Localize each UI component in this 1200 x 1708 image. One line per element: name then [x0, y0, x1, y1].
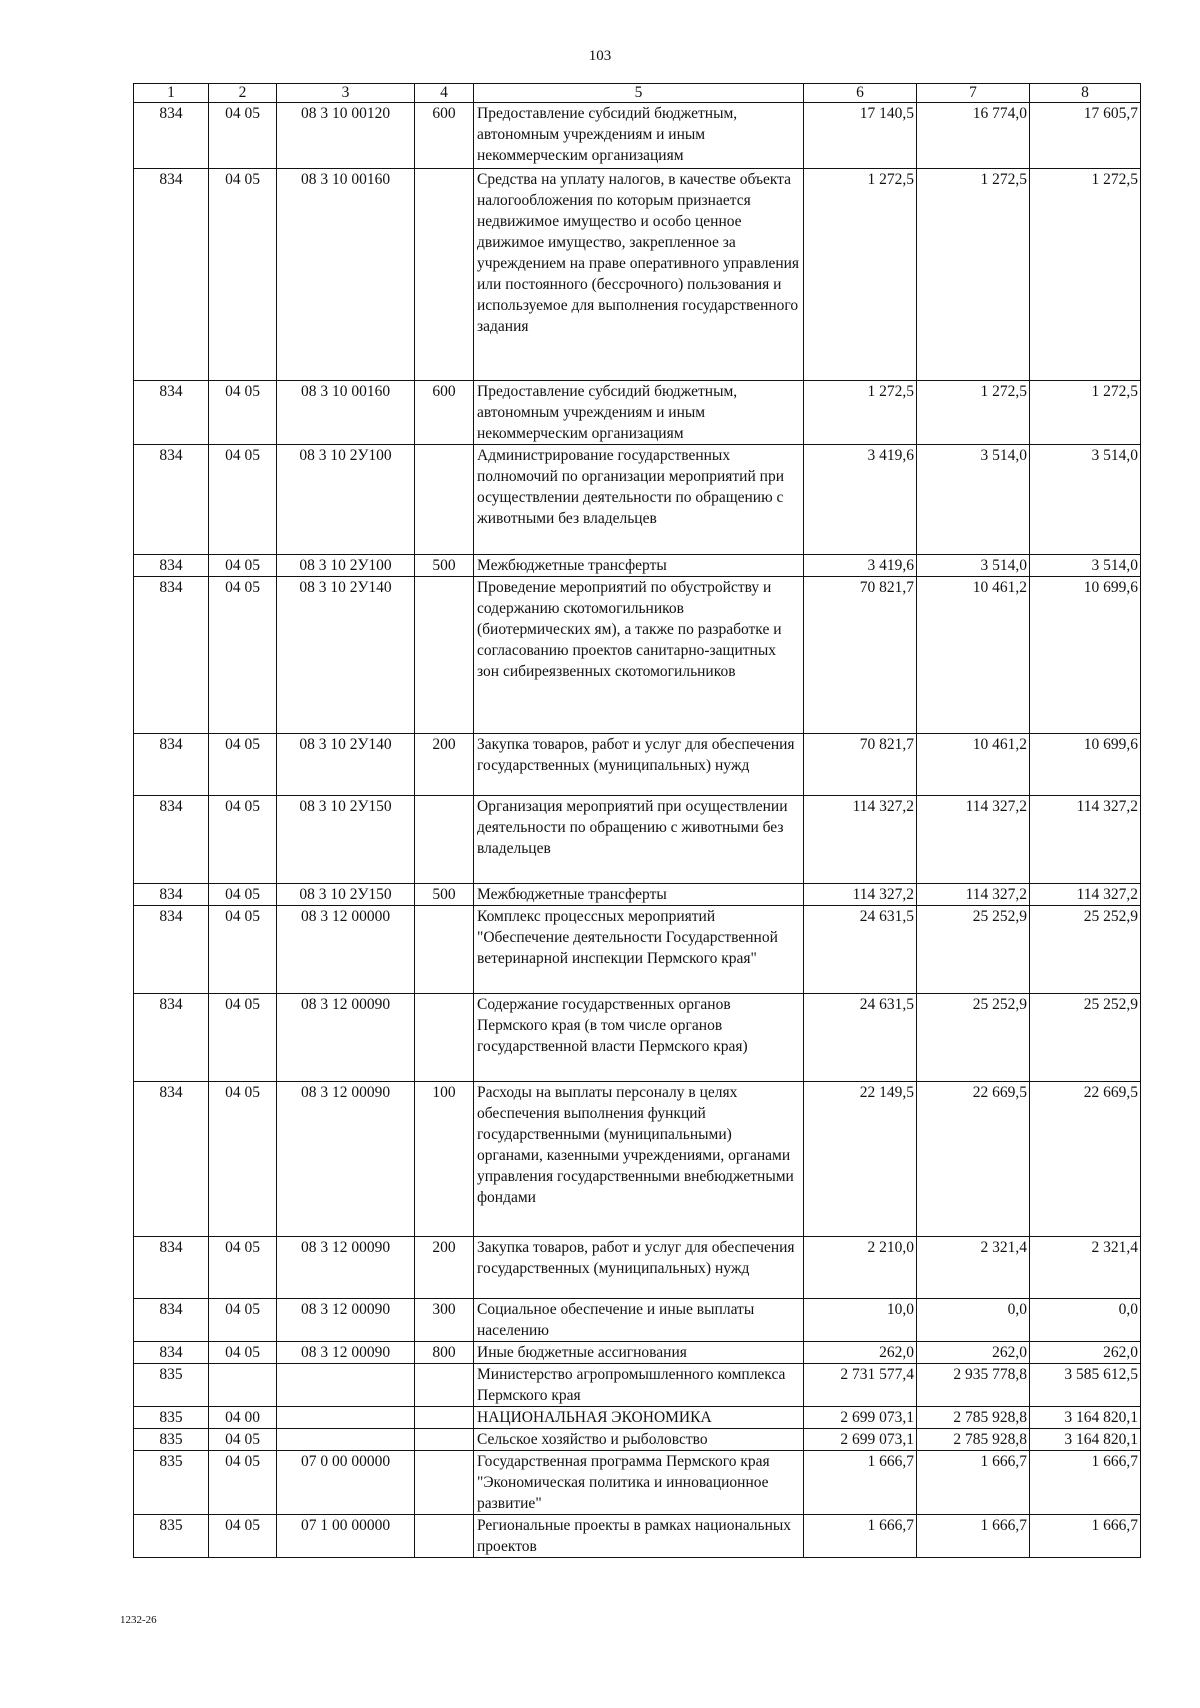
col-5-cell: Организация мероприятий при осуществлении деятельности по обращению с животными без владельцев	[474, 796, 804, 884]
col-4-cell	[415, 1429, 474, 1451]
col-7-cell: 10 461,2	[917, 734, 1030, 796]
col-2-cell: 04 05	[209, 169, 277, 381]
col-4-cell: 300	[415, 1299, 474, 1342]
col-8-cell: 1 272,5	[1030, 381, 1141, 445]
col-2-cell: 04 05	[209, 1451, 277, 1515]
table-row	[134, 906, 1141, 994]
col-3-cell: 08 3 10 2У150	[277, 796, 415, 884]
table-row	[134, 1407, 1141, 1429]
col-1-cell: 835	[134, 1451, 209, 1515]
col-6-cell: 2 210,0	[804, 1237, 917, 1299]
col-1-cell: 834	[134, 1082, 209, 1237]
col-5-cell: Проведение мероприятий по обустройству и содержанию скотомогильников (биотермических ям), а также по разработке и согласованию проектов санитарно-защитных зон сибиреязвенных скотомогильников	[474, 577, 804, 734]
table-row	[134, 1364, 1141, 1407]
budget-table	[133, 83, 1141, 1558]
col-5-cell: Сельское хозяйство и рыболовство	[474, 1429, 804, 1451]
col-1-cell: 834	[134, 445, 209, 555]
col-4-cell	[415, 169, 474, 381]
col-6-cell: 1 666,7	[804, 1451, 917, 1515]
table-row	[134, 169, 1141, 381]
col-1-cell: 834	[134, 103, 209, 169]
col-4-cell: 600	[415, 381, 474, 445]
col-3-cell: 08 3 10 2У100	[277, 555, 415, 577]
col-2-cell: 04 05	[209, 555, 277, 577]
table-row	[134, 577, 1141, 734]
table-row	[134, 1451, 1141, 1515]
col-5-cell: Предоставление субсидий бюджетным, автономным учреждениям и иным некоммерческим организациям	[474, 103, 804, 169]
header-cell: 3	[277, 84, 415, 103]
col-4-cell	[415, 1515, 474, 1558]
col-6-cell: 3 419,6	[804, 555, 917, 577]
col-8-cell: 0,0	[1030, 1299, 1141, 1342]
header-row	[134, 84, 1141, 103]
col-5-cell: Региональные проекты в рамках национальных проектов	[474, 1515, 804, 1558]
footer-code: 1232-26	[120, 1614, 157, 1626]
col-2-cell: 04 05	[209, 445, 277, 555]
col-5-cell: Комплекс процессных мероприятий "Обеспечение деятельности Государственной ветеринарной инспекции Пермского края"	[474, 906, 804, 994]
col-8-cell: 2 321,4	[1030, 1237, 1141, 1299]
col-5-cell: Социальное обеспечение и иные выплаты населению	[474, 1299, 804, 1342]
table-row	[134, 1515, 1141, 1558]
col-1-cell: 834	[134, 381, 209, 445]
col-5-cell: НАЦИОНАЛЬНАЯ ЭКОНОМИКА	[474, 1407, 804, 1429]
col-1-cell: 835	[134, 1429, 209, 1451]
col-7-cell: 2 321,4	[917, 1237, 1030, 1299]
table-row	[134, 1342, 1141, 1364]
col-2-cell: 04 05	[209, 1515, 277, 1558]
col-7-cell: 3 514,0	[917, 445, 1030, 555]
col-2-cell: 04 00	[209, 1407, 277, 1429]
col-4-cell	[415, 1364, 474, 1407]
col-3-cell: 07 1 00 00000	[277, 1515, 415, 1558]
col-6-cell: 114 327,2	[804, 884, 917, 906]
col-3-cell	[277, 1364, 415, 1407]
col-2-cell: 04 05	[209, 1082, 277, 1237]
col-7-cell: 1 272,5	[917, 169, 1030, 381]
header-cell: 5	[474, 84, 804, 103]
col-6-cell: 70 821,7	[804, 734, 917, 796]
col-8-cell: 3 164 820,1	[1030, 1429, 1141, 1451]
col-1-cell: 835	[134, 1515, 209, 1558]
col-4-cell: 600	[415, 103, 474, 169]
col-5-cell: Предоставление субсидий бюджетным, автономным учреждениям и иным некоммерческим организациям	[474, 381, 804, 445]
col-3-cell: 08 3 10 2У140	[277, 577, 415, 734]
col-8-cell: 1 666,7	[1030, 1515, 1141, 1558]
col-5-cell: Расходы на выплаты персоналу в целях обеспечения выполнения функций государственными (муниципальными) органами, казенными учреждениями, органами управления государственными внебюджетными фондами	[474, 1082, 804, 1237]
table-row	[134, 1299, 1141, 1342]
header-cell: 1	[134, 84, 209, 103]
col-7-cell: 0,0	[917, 1299, 1030, 1342]
col-8-cell: 3 514,0	[1030, 445, 1141, 555]
col-8-cell: 25 252,9	[1030, 906, 1141, 994]
col-2-cell	[209, 1364, 277, 1407]
col-1-cell: 834	[134, 884, 209, 906]
col-4-cell	[415, 577, 474, 734]
col-8-cell: 17 605,7	[1030, 103, 1141, 169]
col-7-cell: 16 774,0	[917, 103, 1030, 169]
col-7-cell: 114 327,2	[917, 884, 1030, 906]
col-8-cell: 1 666,7	[1030, 1451, 1141, 1515]
table-row	[134, 796, 1141, 884]
col-3-cell: 08 3 12 00090	[277, 1342, 415, 1364]
col-1-cell: 834	[134, 734, 209, 796]
col-2-cell: 04 05	[209, 906, 277, 994]
col-2-cell: 04 05	[209, 1342, 277, 1364]
col-8-cell: 262,0	[1030, 1342, 1141, 1364]
col-7-cell: 2 785 928,8	[917, 1407, 1030, 1429]
col-4-cell: 200	[415, 1237, 474, 1299]
col-5-cell: Закупка товаров, работ и услуг для обеспечения государственных (муниципальных) нужд	[474, 734, 804, 796]
col-7-cell: 22 669,5	[917, 1082, 1030, 1237]
col-2-cell: 04 05	[209, 994, 277, 1082]
col-5-cell: Средства на уплату налогов, в качестве объекта налогообложения по которым признается недвижимое имущество и особо ценное движимое имущество, закрепленное за учреждением на праве оперативного управления или постоянного (бессрочного) пользования и используемое для выполнения государственного задания	[474, 169, 804, 381]
col-5-cell: Иные бюджетные ассигнования	[474, 1342, 804, 1364]
table-row	[134, 734, 1141, 796]
col-8-cell: 10 699,6	[1030, 577, 1141, 734]
col-3-cell: 08 3 10 00160	[277, 381, 415, 445]
table-row	[134, 1429, 1141, 1451]
col-7-cell: 1 666,7	[917, 1451, 1030, 1515]
col-7-cell: 25 252,9	[917, 994, 1030, 1082]
col-4-cell	[415, 445, 474, 555]
col-3-cell	[277, 1407, 415, 1429]
col-5-cell: Межбюджетные трансферты	[474, 884, 804, 906]
col-6-cell: 2 699 073,1	[804, 1429, 917, 1451]
col-5-cell: Межбюджетные трансферты	[474, 555, 804, 577]
col-7-cell: 114 327,2	[917, 796, 1030, 884]
col-1-cell: 835	[134, 1407, 209, 1429]
col-3-cell	[277, 1429, 415, 1451]
header-cell: 6	[804, 84, 917, 103]
col-7-cell: 1 272,5	[917, 381, 1030, 445]
col-6-cell: 262,0	[804, 1342, 917, 1364]
col-4-cell: 100	[415, 1082, 474, 1237]
col-3-cell: 08 3 10 00120	[277, 103, 415, 169]
col-1-cell: 834	[134, 796, 209, 884]
col-8-cell: 114 327,2	[1030, 884, 1141, 906]
col-4-cell: 200	[415, 734, 474, 796]
col-5-cell: Министерство агропромышленного комплекса Пермского края	[474, 1364, 804, 1407]
col-5-cell: Государственная программа Пермского края "Экономическая политика и инновационное развитие"	[474, 1451, 804, 1515]
col-2-cell: 04 05	[209, 884, 277, 906]
col-3-cell: 08 3 12 00090	[277, 1299, 415, 1342]
col-8-cell: 10 699,6	[1030, 734, 1141, 796]
col-5-cell: Закупка товаров, работ и услуг для обеспечения государственных (муниципальных) нужд	[474, 1237, 804, 1299]
col-3-cell: 08 3 10 2У150	[277, 884, 415, 906]
table-row	[134, 1082, 1141, 1237]
col-1-cell: 834	[134, 555, 209, 577]
table-row	[134, 381, 1141, 445]
col-7-cell: 1 666,7	[917, 1515, 1030, 1558]
col-3-cell: 07 0 00 00000	[277, 1451, 415, 1515]
col-8-cell: 3 585 612,5	[1030, 1364, 1141, 1407]
col-1-cell: 834	[134, 169, 209, 381]
col-6-cell: 24 631,5	[804, 906, 917, 994]
col-6-cell: 2 699 073,1	[804, 1407, 917, 1429]
col-1-cell: 835	[134, 1364, 209, 1407]
col-4-cell	[415, 796, 474, 884]
col-2-cell: 04 05	[209, 103, 277, 169]
col-2-cell: 04 05	[209, 1237, 277, 1299]
header-cell: 8	[1030, 84, 1141, 103]
col-8-cell: 3 164 820,1	[1030, 1407, 1141, 1429]
col-4-cell: 800	[415, 1342, 474, 1364]
col-2-cell: 04 05	[209, 381, 277, 445]
col-7-cell: 2 785 928,8	[917, 1429, 1030, 1451]
col-3-cell: 08 3 12 00090	[277, 1237, 415, 1299]
col-3-cell: 08 3 12 00090	[277, 994, 415, 1082]
col-6-cell: 17 140,5	[804, 103, 917, 169]
col-1-cell: 834	[134, 1237, 209, 1299]
col-2-cell: 04 05	[209, 577, 277, 734]
col-3-cell: 08 3 10 2У100	[277, 445, 415, 555]
col-8-cell: 22 669,5	[1030, 1082, 1141, 1237]
col-8-cell: 1 272,5	[1030, 169, 1141, 381]
col-4-cell	[415, 1451, 474, 1515]
col-8-cell: 25 252,9	[1030, 994, 1141, 1082]
col-2-cell: 04 05	[209, 1429, 277, 1451]
table-row	[134, 103, 1141, 169]
col-6-cell: 2 731 577,4	[804, 1364, 917, 1407]
col-1-cell: 834	[134, 577, 209, 734]
col-3-cell: 08 3 10 2У140	[277, 734, 415, 796]
col-8-cell: 114 327,2	[1030, 796, 1141, 884]
col-6-cell: 1 666,7	[804, 1515, 917, 1558]
col-4-cell	[415, 1407, 474, 1429]
col-6-cell: 24 631,5	[804, 994, 917, 1082]
col-6-cell: 1 272,5	[804, 381, 917, 445]
col-6-cell: 114 327,2	[804, 796, 917, 884]
col-4-cell	[415, 906, 474, 994]
col-7-cell: 3 514,0	[917, 555, 1030, 577]
col-2-cell: 04 05	[209, 734, 277, 796]
col-3-cell: 08 3 12 00090	[277, 1082, 415, 1237]
col-2-cell: 04 05	[209, 1299, 277, 1342]
col-7-cell: 2 935 778,8	[917, 1364, 1030, 1407]
table-row	[134, 555, 1141, 577]
page-number: 103	[588, 48, 612, 64]
col-4-cell: 500	[415, 555, 474, 577]
col-1-cell: 834	[134, 906, 209, 994]
col-1-cell: 834	[134, 1299, 209, 1342]
table-row	[134, 1237, 1141, 1299]
col-1-cell: 834	[134, 994, 209, 1082]
col-4-cell: 500	[415, 884, 474, 906]
col-6-cell: 70 821,7	[804, 577, 917, 734]
table-row	[134, 445, 1141, 555]
col-5-cell: Содержание государственных органов Пермского края (в том числе органов государственной власти Пермского края)	[474, 994, 804, 1082]
col-2-cell: 04 05	[209, 796, 277, 884]
col-8-cell: 3 514,0	[1030, 555, 1141, 577]
col-3-cell: 08 3 12 00000	[277, 906, 415, 994]
header-cell: 7	[917, 84, 1030, 103]
col-5-cell: Администрирование государственных полномочий по организации мероприятий при осуществлении деятельности по обращению с животными без владельцев	[474, 445, 804, 555]
col-4-cell	[415, 994, 474, 1082]
col-6-cell: 22 149,5	[804, 1082, 917, 1237]
header-cell: 2	[209, 84, 277, 103]
col-7-cell: 25 252,9	[917, 906, 1030, 994]
col-6-cell: 3 419,6	[804, 445, 917, 555]
col-7-cell: 10 461,2	[917, 577, 1030, 734]
col-6-cell: 10,0	[804, 1299, 917, 1342]
header-cell: 4	[415, 84, 474, 103]
col-6-cell: 1 272,5	[804, 169, 917, 381]
col-1-cell: 834	[134, 1342, 209, 1364]
table-row	[134, 884, 1141, 906]
col-7-cell: 262,0	[917, 1342, 1030, 1364]
table-row	[134, 994, 1141, 1082]
col-3-cell: 08 3 10 00160	[277, 169, 415, 381]
